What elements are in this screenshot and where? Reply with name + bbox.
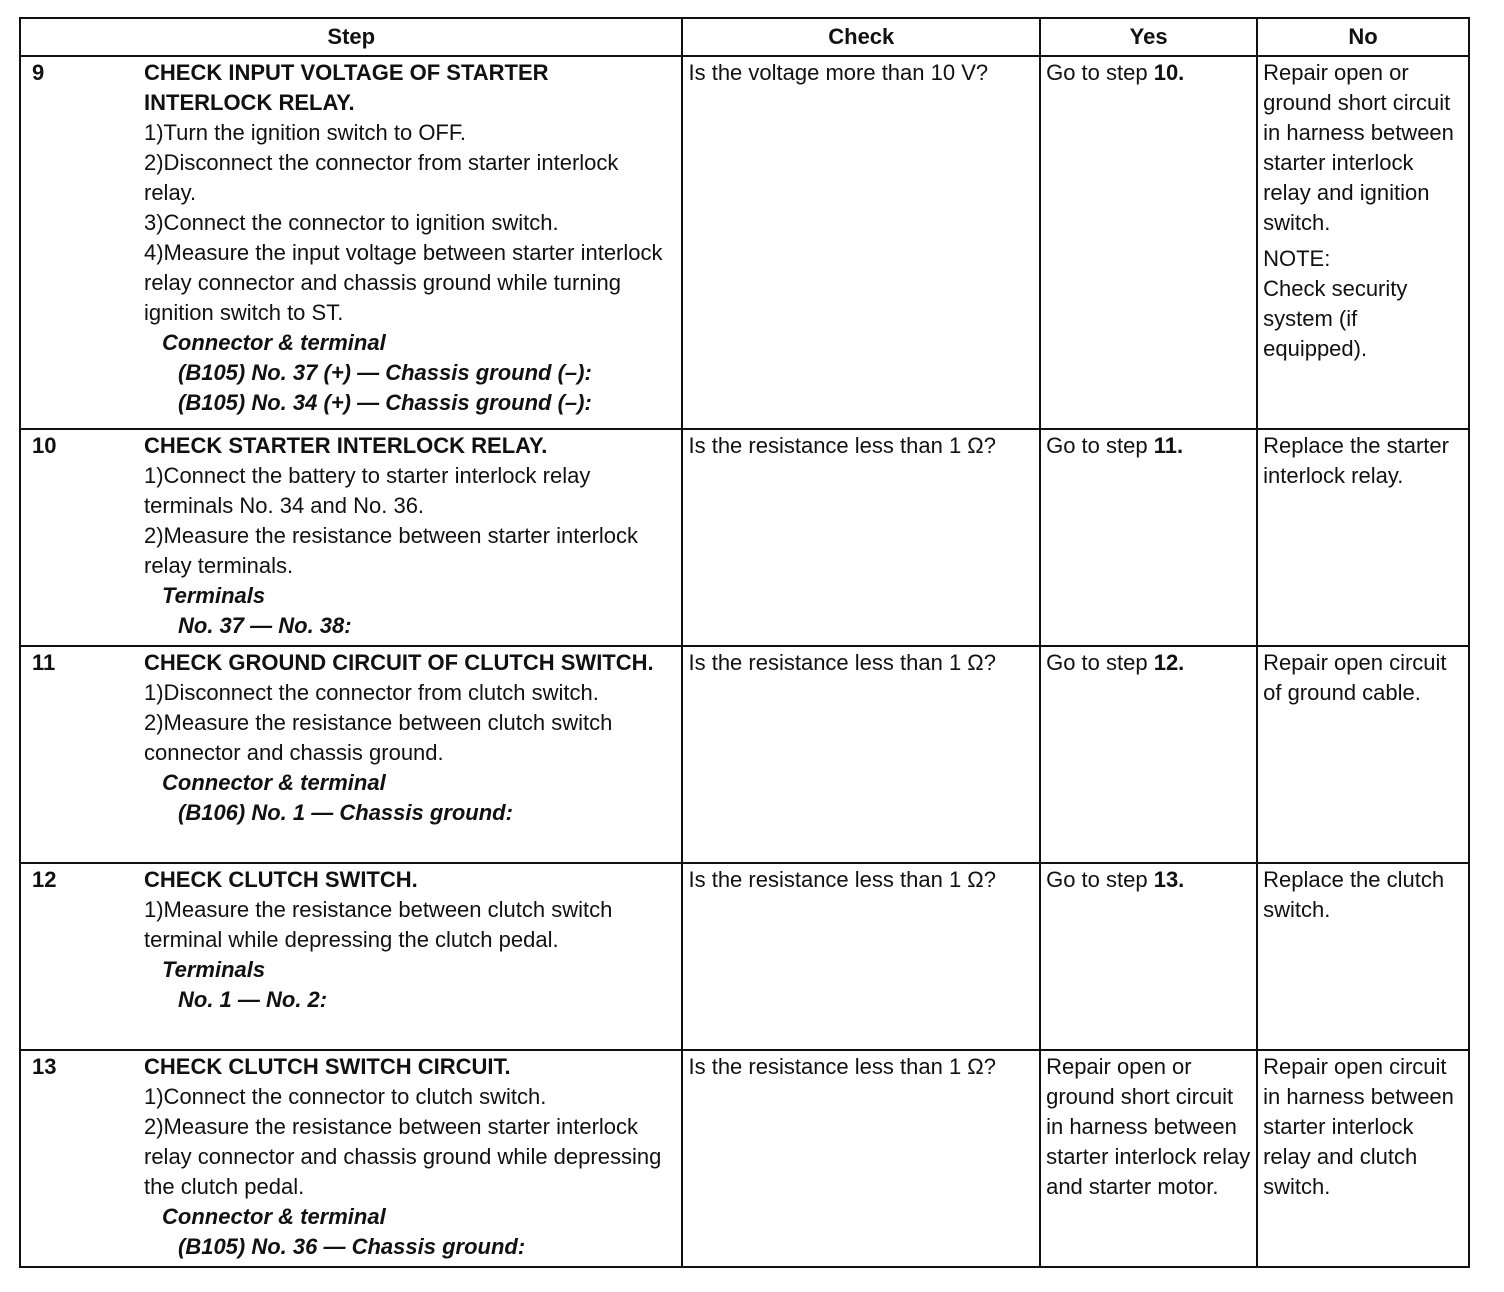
note-label: NOTE: (1263, 246, 1331, 271)
no-cell (1257, 646, 1469, 863)
step-body (144, 1052, 676, 1262)
yes-text: Repair open or ground short circuit in harness between starter interlock relay and starter motor. (1046, 1054, 1251, 1199)
spec-title: Terminals (162, 583, 266, 608)
note (1263, 244, 1463, 364)
table-row (20, 1050, 1469, 1267)
spec-line: (B106) No. 1 — Chassis ground: (178, 800, 513, 825)
step-number: 11 (32, 650, 56, 675)
step-instruction: 1)Connect the battery to starter interlock relay terminals No. 34 and No. 36. (144, 463, 591, 518)
check-cell: Is the voltage more than 10 V? (682, 56, 1040, 429)
spec-title: Connector & terminal (162, 1204, 386, 1229)
step-title: CHECK CLUTCH SWITCH CIRCUIT. (144, 1054, 511, 1079)
step-wrap (26, 648, 676, 828)
yes-prefix: Go to step (1046, 650, 1154, 675)
step-body (144, 58, 676, 418)
step-wrap (26, 58, 676, 418)
yes-cell (1040, 429, 1257, 646)
step-instruction: 3)Connect the connector to ignition switch. (144, 210, 559, 235)
yes-prefix: Go to step (1046, 433, 1154, 458)
header-check: Check (682, 18, 1040, 56)
header-row (20, 18, 1469, 56)
step-body (144, 648, 676, 828)
check-cell: Is the resistance less than 1 Ω? (682, 1050, 1040, 1267)
spec-line: (B105) No. 37 (+) — Chassis ground (–): (178, 360, 592, 385)
header-no: No (1257, 18, 1469, 56)
step-instruction: 4)Measure the input voltage between starter interlock relay connector and chassis ground while turning ignition switch to ST. (144, 240, 663, 325)
no-text: Repair open or ground short circuit in harness between starter interlock relay and ignition switch. (1263, 60, 1454, 235)
spec-line: No. 37 — No. 38: (178, 613, 352, 638)
no-text: Replace the starter interlock relay. (1263, 433, 1449, 488)
step-number: 12 (32, 867, 57, 892)
step-instruction: 2)Measure the resistance between starter interlock relay connector and chassis ground while depressing the clutch pedal. (144, 1114, 662, 1199)
no-text: Repair open circuit in harness between starter interlock relay and clutch switch. (1263, 1054, 1454, 1199)
step-wrap (26, 865, 676, 1015)
yes-step-number: 11. (1153, 433, 1184, 458)
no-cell (1257, 56, 1469, 429)
header-step: Step (20, 18, 682, 56)
step-cell (20, 646, 682, 863)
spec-title: Connector & terminal (162, 330, 386, 355)
spec-line: No. 1 — No. 2: (178, 987, 328, 1012)
yes-cell (1040, 56, 1257, 429)
spec-line: (B105) No. 34 (+) — Chassis ground (–): (178, 390, 592, 415)
step-number: 13 (32, 1054, 57, 1079)
check-cell: Is the resistance less than 1 Ω? (682, 429, 1040, 646)
yes-cell (1040, 863, 1257, 1050)
step-title: CHECK INPUT VOLTAGE OF STARTER INTERLOCK RELAY. (144, 60, 549, 115)
step-instruction: 2)Measure the resistance between starter interlock relay terminals. (144, 523, 639, 578)
yes-step-number: 10. (1153, 60, 1185, 85)
step-body (144, 431, 676, 641)
check-cell: Is the resistance less than 1 Ω? (682, 863, 1040, 1050)
no-text: Repair open circuit of ground cable. (1263, 650, 1447, 705)
yes-prefix: Go to step (1046, 867, 1154, 892)
step-instruction: 1)Connect the connector to clutch switch. (144, 1084, 547, 1109)
header-yes: Yes (1040, 18, 1257, 56)
step-number: 9 (32, 60, 45, 85)
step-instruction: 2)Disconnect the connector from starter interlock relay. (144, 150, 619, 205)
no-text: Replace the clutch switch. (1263, 867, 1445, 922)
yes-prefix: Go to step (1046, 60, 1154, 85)
step-cell (20, 1050, 682, 1267)
step-instruction: 2)Measure the resistance between clutch switch connector and chassis ground. (144, 710, 613, 765)
table-row (20, 429, 1469, 646)
no-cell (1257, 429, 1469, 646)
step-body (144, 865, 676, 1015)
check-cell: Is the resistance less than 1 Ω? (682, 646, 1040, 863)
table-row (20, 56, 1469, 429)
step-wrap (26, 431, 676, 641)
no-cell (1257, 863, 1469, 1050)
table-row (20, 863, 1469, 1050)
spec-title: Connector & terminal (162, 770, 386, 795)
step-instruction: 1)Disconnect the connector from clutch switch. (144, 680, 599, 705)
step-instruction: 1)Turn the ignition switch to OFF. (144, 120, 466, 145)
no-cell (1257, 1050, 1469, 1267)
yes-cell (1040, 646, 1257, 863)
step-cell (20, 56, 682, 429)
step-number: 10 (32, 433, 57, 458)
step-title: CHECK GROUND CIRCUIT OF CLUTCH SWITCH. (144, 650, 654, 675)
spec-title: Terminals (162, 957, 266, 982)
step-title: CHECK CLUTCH SWITCH. (144, 867, 418, 892)
yes-step-number: 12. (1153, 650, 1185, 675)
step-wrap (26, 1052, 676, 1262)
yes-cell (1040, 1050, 1257, 1267)
step-title: CHECK STARTER INTERLOCK RELAY. (144, 433, 548, 458)
step-cell (20, 429, 682, 646)
spec-line: (B105) No. 36 — Chassis ground: (178, 1234, 526, 1259)
table-row (20, 646, 1469, 863)
step-cell (20, 863, 682, 1050)
note-text: Check security system (if equipped). (1263, 276, 1408, 361)
step-instruction: 1)Measure the resistance between clutch switch terminal while depressing the clutch pedal. (144, 897, 613, 952)
yes-step-number: 13. (1153, 867, 1185, 892)
diagnostic-table (19, 17, 1470, 1268)
